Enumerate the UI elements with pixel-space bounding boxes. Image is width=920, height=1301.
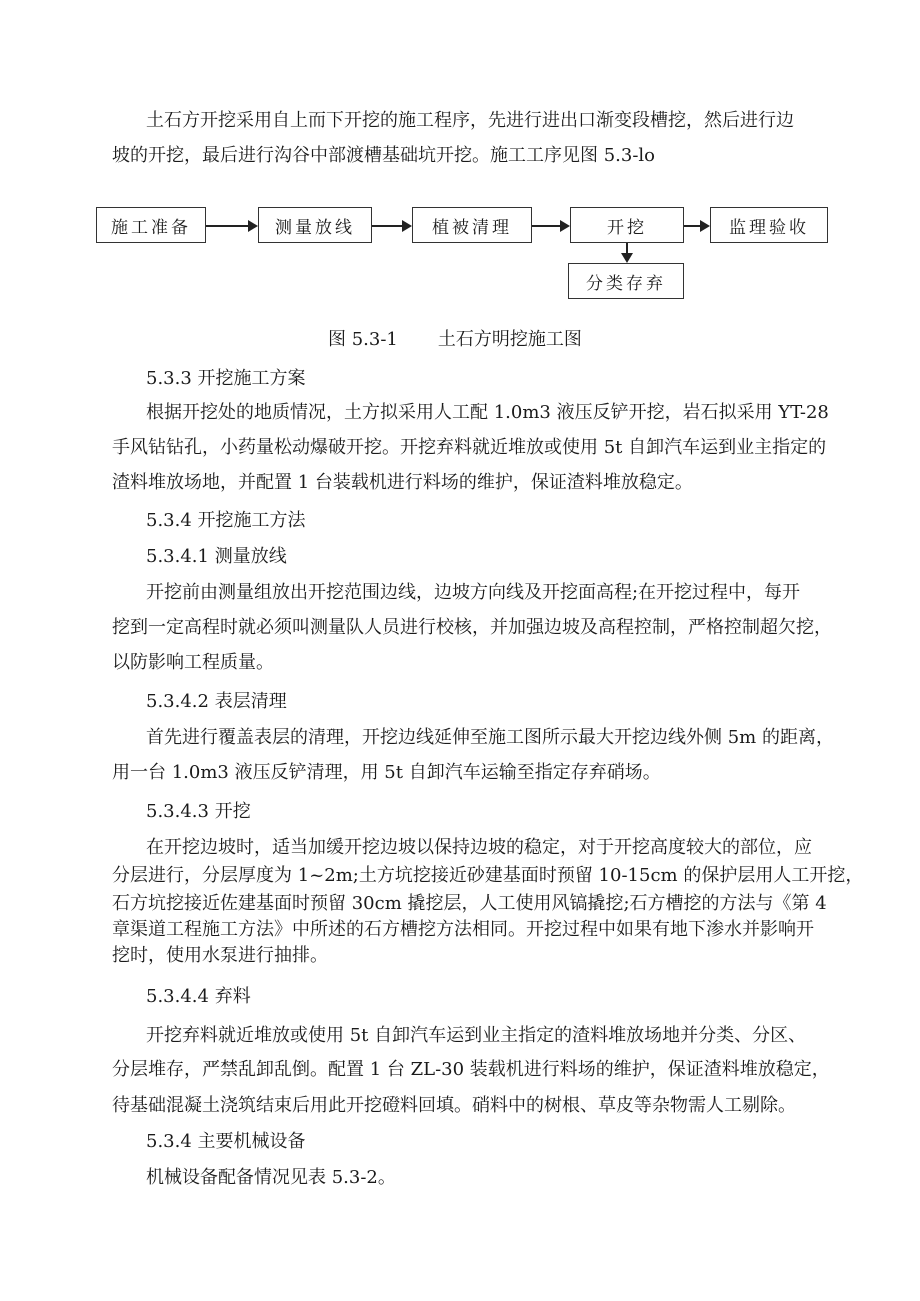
heading-5-3-4: 5.3.4 开挖施工方法: [146, 510, 306, 531]
s5342-line-2: 用一台 1.0m3 液压反铲清理，用 5t 自卸汽车运输至指定存弃硝场。: [112, 762, 661, 783]
flow-arrow-down: [626, 243, 628, 261]
figure-number: 图 5.3-1: [328, 329, 398, 350]
flow-step-sort-store: 分类存弃: [568, 263, 684, 299]
heading-5-3-4-1: 5.3.4.1 测量放线: [146, 546, 287, 567]
s5343-line-5: 挖时，使用水泵进行抽排。: [112, 945, 328, 966]
s5343-line-1: 在开挖边坡时，适当加缓开挖边坡以保持边坡的稳定，对于开挖高度较大的部位，应: [146, 837, 812, 858]
flow-arrow-2: [372, 225, 410, 227]
intro-line-2: 坡的开挖，最后进行沟谷中部渡槽基础坑开挖。施工工序见图 5.3-lo: [112, 145, 656, 166]
flow-arrow-4: [684, 225, 708, 227]
heading-5-3-4-equipment: 5.3.4 主要机械设备: [146, 1131, 306, 1152]
heading-5-3-4-4: 5.3.4.4 弃料: [146, 986, 251, 1007]
s5343-line-2: 分层进行，分层厚度为 1~2m;土方坑挖接近砂建基面时预留 10-15cm 的保护层用人工开挖，: [112, 865, 864, 886]
flow-step-acceptance: 监理验收: [710, 207, 828, 243]
heading-5-3-3: 5.3.3 开挖施工方案: [146, 368, 306, 389]
flow-step-clearing: 植被清理: [412, 207, 532, 243]
flow-step-survey: 测量放线: [258, 207, 372, 243]
flow-step-excavation: 开挖: [570, 207, 684, 243]
s533-line-1: 根据开挖处的地质情况，土方拟采用人工配 1.0m3 液压反铲开挖，岩石拟采用 YT-28: [146, 402, 829, 423]
construction-flowchart: [96, 200, 836, 310]
intro-line-1: 土石方开挖采用自上而下开挖的施工程序，先进行进出口渐变段槽挖，然后进行边: [146, 110, 794, 131]
s5344-line-3: 待基础混凝土浇筑结束后用此开挖磴料回填。硝料中的树根、草皮等杂物需人工剔除。: [112, 1095, 796, 1116]
s533-line-2: 手风钻钻孔，小药量松动爆破开挖。开挖弃料就近堆放或使用 5t 自卸汽车运到业主指定的: [112, 437, 827, 458]
flow-step-prep: 施工准备: [96, 207, 206, 243]
flow-arrow-3: [532, 225, 568, 227]
figure-caption: [328, 325, 582, 355]
s533-line-3: 渣料堆放场地，并配置 1 台装载机进行料场的维护，保证渣料堆放稳定。: [112, 472, 693, 493]
s534b-line-1: 机械设备配备情况见表 5.3-2。: [146, 1167, 396, 1188]
s5344-line-2: 分层堆存，严禁乱卸乱倒。配置 1 台 ZL-30 装载机进行料场的维护，保证渣料堆放稳定，: [112, 1059, 830, 1080]
s5343-line-4: 章渠道工程施工方法》中所述的石方槽挖方法相同。开挖过程中如果有地下渗水并影响开: [112, 919, 814, 940]
s5341-line-1: 开挖前由测量组放出开挖范围边线，边坡方向线及开挖面高程;在开挖过程中，每开: [146, 582, 801, 603]
s5342-line-1: 首先进行覆盖表层的清理，开挖边线延伸至施工图所示最大开挖边线外侧 5m 的距离，: [146, 727, 834, 748]
s5341-line-3: 以防影响工程质量。: [112, 652, 274, 673]
s5343-line-3: 石方坑挖接近佐建基面时预留 30cm 撬挖层，人工使用风镐撬挖;石方槽挖的方法与《第 4: [112, 893, 827, 914]
figure-title: 土石方明挖施工图: [437, 329, 582, 350]
s5341-line-2: 挖到一定高程时就必须叫测量队人员进行校核，并加强边坡及高程控制，严格控制超欠挖，: [112, 617, 832, 638]
flow-arrow-1: [206, 225, 256, 227]
heading-5-3-4-3: 5.3.4.3 开挖: [146, 801, 251, 822]
s5344-line-1: 开挖弃料就近堆放或使用 5t 自卸汽车运到业主指定的渣料堆放场地并分类、分区、: [146, 1025, 807, 1046]
heading-5-3-4-2: 5.3.4.2 表层清理: [146, 691, 287, 712]
